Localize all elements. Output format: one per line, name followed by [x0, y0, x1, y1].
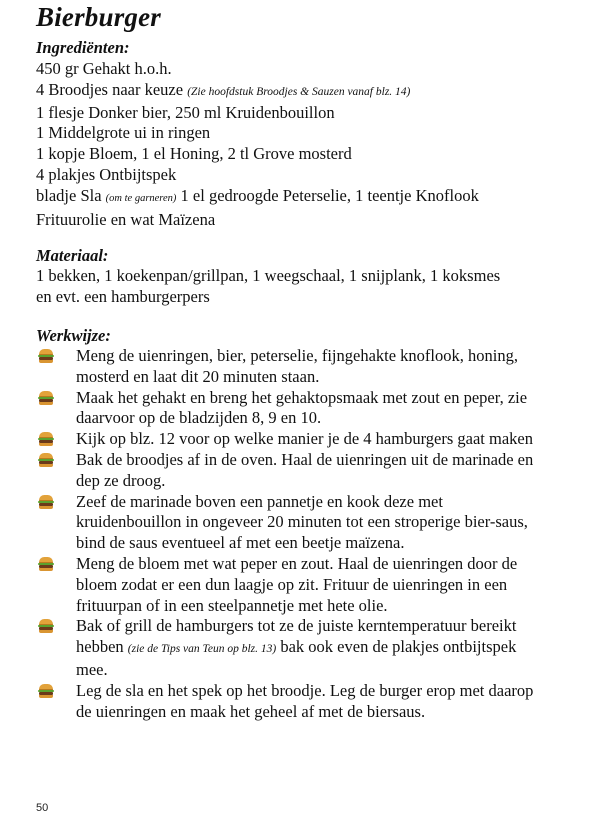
ingredient-line: 450 gr Gehakt h.o.h. [36, 59, 172, 78]
ingredient-line: bladje Sla (om te garneren) 1 el gedroogde Peterselie, 1 teentje Knoflook [36, 185, 479, 205]
method-step: Meng de uienringen, bier, peterselie, fijngehakte knoflook, honing, mosterd en laat dit 20 minuten staan. [36, 346, 584, 388]
method-heading: Werkwijze: [36, 326, 111, 345]
method-step: Zeef de marinade boven een pannetje en kook deze met kruidenbouillon in ongeveer 20 minuten tot een stroperige bier-saus, bind de saus eventueel af met een beetje maïzena. [36, 492, 584, 554]
method-step: Meng de bloem met wat peper en zout. Haal de uienringen door de bloem zodat er een dun laagje op zit. Frituur de uienringen in een frituurpan of in een steelpannetje met hete olie. [36, 554, 584, 616]
hamburger-icon [38, 619, 54, 633]
method-step: Kijk op blz. 12 voor op welke manier je de 4 hamburgers gaat maken [36, 429, 584, 450]
ingredient-line: 1 Middelgrote ui in ringen [36, 123, 211, 143]
hamburger-icon [38, 349, 54, 363]
method-steps [36, 346, 584, 722]
method-step: Leg de sla en het spek op het broodje. Leg de burger erop met daarop de uienringen en maak het geheel af met de biersaus. [36, 681, 584, 723]
method-step: Bak of grill de hamburgers tot ze de juiste kerntemperatuur bereikt hebben (zie de Tips van Teun op blz. 13) bak ook even de plakjes ontbijtspek mee. [36, 616, 584, 680]
page-number: 50 [36, 802, 49, 814]
method-step: Maak het gehakt en breng het gehaktopsmaak met zout en peper, zie daarvoor op de bladzijden 8, 9 en 10. [36, 388, 584, 430]
ingredient-line: 1 kopje Bloem, 1 el Honing, 2 tl Grove mosterd [36, 144, 352, 164]
hamburger-icon [38, 391, 54, 405]
material-line: 1 bekken, 1 koekenpan/grillpan, 1 weegschaal, 1 snijplank, 1 koksmes [36, 266, 501, 285]
hamburger-icon [38, 684, 54, 698]
hamburger-icon [38, 453, 54, 467]
step-note: (zie de Tips van Teun op blz. 13) [127, 643, 277, 656]
hamburger-icon [38, 432, 54, 446]
ingredients-heading: Ingrediënten: [36, 38, 130, 57]
ingredient-line: 4 Broodjes naar keuze (Zie hoofdstuk Broodjes & Sauzen vanaf blz. 14) [36, 79, 411, 99]
ingredient-note: (om te garneren) [105, 192, 177, 204]
ingredient-line: Frituurolie en wat Maïzena [36, 209, 216, 229]
ingredient-note: (Zie hoofdstuk Broodjes & Sauzen vanaf blz. 14) [187, 85, 411, 98]
recipe-title: Bierburger [36, 2, 162, 32]
ingredient-line: 4 plakjes Ontbijtspek [36, 164, 177, 184]
materials-heading: Materiaal: [36, 246, 109, 265]
materials-list [36, 266, 584, 308]
hamburger-icon [38, 557, 54, 571]
hamburger-icon [38, 495, 54, 509]
ingredient-line: 1 flesje Donker bier, 250 ml Kruidenbouillon [36, 102, 335, 122]
ingredients-list [36, 59, 584, 230]
method-step: Bak de broodjes af in de oven. Haal de uienringen uit de marinade en dep ze droog. [36, 450, 584, 492]
material-line: en evt. een hamburgerpers [36, 286, 210, 306]
